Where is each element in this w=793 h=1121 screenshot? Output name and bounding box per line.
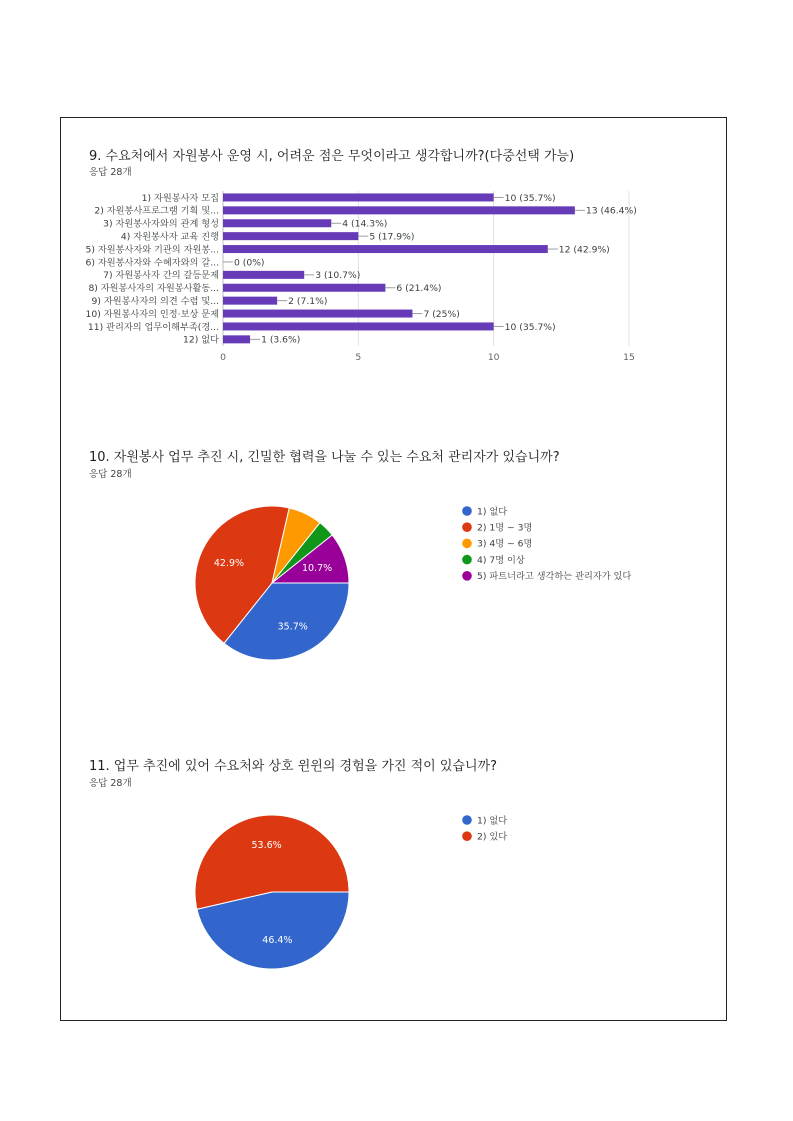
legend-label: 4) 7명 이상 [477,554,525,566]
data-label: 3 (10.7%) [315,270,361,282]
category-label: 2) 자원봉사프로그램 기획 및... [94,205,219,217]
legend-label: 1) 없다 [477,506,508,518]
q11-pie-slice-label: 46.4% [262,934,293,946]
q9-response-count: 응답 28개 [89,167,132,178]
q11-pie-slice-label: 53.6% [251,840,282,852]
category-label: 5) 자원봉사자와 기관의 자원봉... [85,244,219,256]
data-label: 10 (35.7%) [504,321,556,333]
q11-response-count: 응답 28개 [89,778,132,789]
x-tick-label: 10 [487,351,500,363]
category-label: 10) 자원봉사자의 인정·보상 문제 [85,308,219,320]
data-label: 12 (42.9%) [558,244,610,256]
legend-label: 3) 4명 ~ 6명 [477,538,533,550]
q11-title: 11. 업무 추진에 있어 수요처와 상호 윈윈의 경험을 가진 적이 있습니까? [89,759,497,774]
category-label: 6) 자원봉사자와 수혜자와의 갈... [85,257,219,269]
x-tick-label: 0 [220,351,226,363]
category-label: 1) 자원봉사자 모집 [141,192,219,204]
category-label: 8) 자원봉사자의 자원봉사활동... [88,283,219,295]
legend-label: 1) 없다 [477,815,508,827]
category-label: 11) 관리자의 업무이해부족(경... [87,321,219,333]
x-tick-label: 5 [355,351,362,363]
legend-swatch [462,831,472,841]
legend-swatch [462,815,472,825]
q9-title: 9. 수요처에서 자원봉사 운영 시, 어려운 점은 무엇이라고 생각합니까?(다중선택 가능) [89,149,575,164]
category-label: 7) 자원봉사자 간의 갈등문제 [103,270,219,282]
data-label: 0 (0%) [234,257,265,269]
x-tick-label: 15 [623,351,635,363]
category-label: 4) 자원봉사자 교육 진행 [120,231,219,243]
data-label: 10 (35.7%) [504,192,556,204]
category-label: 3) 자원봉사자와의 관계 형성 [103,218,219,230]
q10-pie-slice-label: 10.7% [301,562,333,574]
data-label: 2 (7.1%) [288,295,328,307]
legend-label: 5) 파트너라고 생각하는 관리자가 있다 [477,571,632,583]
data-label: 6 (21.4%) [396,283,442,295]
legend-label: 2) 있다 [477,831,508,843]
legend-label: 2) 1명 ~ 3명 [477,522,533,534]
data-label: 13 (46.4%) [585,205,637,217]
data-label: 5 (17.9%) [369,231,415,243]
q10-pie-slice-label: 35.7% [277,621,308,633]
q10-title: 10. 자원봉사 업무 추진 시, 긴밀한 협력을 나눌 수 있는 수요처 관리자가 있습니까? [89,450,560,465]
data-label: 4 (14.3%) [342,218,388,230]
data-label: 7 (25%) [423,308,460,320]
q10-pie-slice-label: 42.9% [213,557,245,569]
data-label: 1 (3.6%) [261,334,301,346]
category-label: 9) 자원봉사자의 의견 수렴 및... [91,295,219,307]
q10-response-count: 응답 28개 [89,469,132,480]
category-label: 12) 없다 [183,334,219,346]
